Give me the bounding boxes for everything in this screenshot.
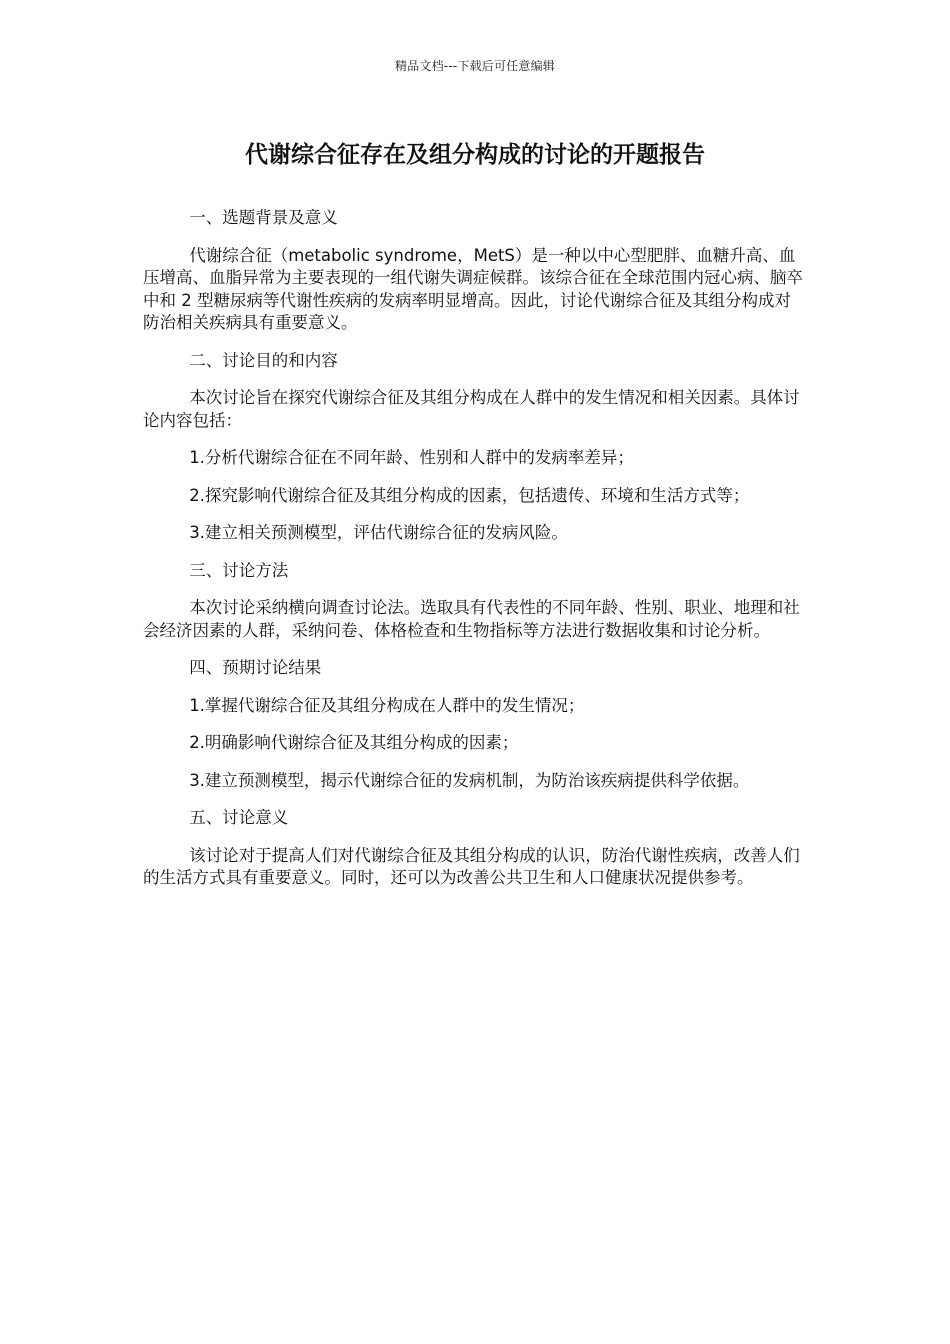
list-item-objective-1: 1.分析代谢综合征在不同年龄、性别和人群中的发病率差异；: [189, 448, 634, 467]
list-item-result-1: 1.掌握代谢综合征及其组分构成在人群中的发生情况；: [189, 695, 585, 715]
paragraph-significance: 该讨论对于提高人们对代谢综合征及其组分构成的认识，防治代谢性疾病，改善人们的生活方式具有重要意义。同时，还可以为改善公共卫生和人口健康状况提供参考。: [143, 845, 800, 887]
list-item-objective-2: 2.探究影响代谢综合征及其组分构成的因素，包括遗传、环境和生活方式等；: [189, 485, 750, 505]
document-title: 代谢综合征存在及组分构成的讨论的开题报告: [245, 142, 705, 168]
document-body: [143, 207, 807, 905]
section-heading-significance: 五、讨论意义: [189, 808, 289, 827]
section-heading-objectives: 二、讨论目的和内容: [189, 350, 338, 370]
header-note: 精品文档---下载后可任意编辑: [395, 59, 555, 73]
section-heading-methods: 三、讨论方法: [189, 560, 289, 580]
list-item-result-3: 3.建立预测模型，揭示代谢综合征的发病机制，为防治该疾病提供科学依据。: [189, 770, 750, 790]
section-heading-expected-results: 四、预期讨论结果: [189, 658, 322, 677]
paragraph-background: 代谢综合征（metabolic syndrome，MetS）是一种以中心型肥胖、血糖升高、血压增高、血脂异常为主要表现的一组代谢失调症候群。该综合征在全球范围内冠心病、脑卒中和 2 型糖尿病等代谢性疾病的发病率明显增高。因此，讨论代谢综合征及其组分构成对防治相关疾病具有重要意义。: [143, 245, 803, 332]
list-item-result-2: 2.明确影响代谢综合征及其组分构成的因素；: [189, 733, 519, 752]
list-item-objective-3: 3.建立相关预测模型，评估代谢综合征的发病风险。: [189, 523, 568, 542]
section-heading-background: 一、选题背景及意义: [189, 208, 338, 227]
paragraph-objectives: 本次讨论旨在探究代谢综合征及其组分构成在人群中的发生情况和相关因素。具体讨论内容包括：: [143, 388, 800, 430]
paragraph-methods: 本次讨论采纳横向调查讨论法。选取具有代表性的不同年龄、性别、职业、地理和社会经济因素的人群，采纳问卷、体格检查和生物指标等方法进行数据收集和讨论分析。: [143, 598, 800, 640]
